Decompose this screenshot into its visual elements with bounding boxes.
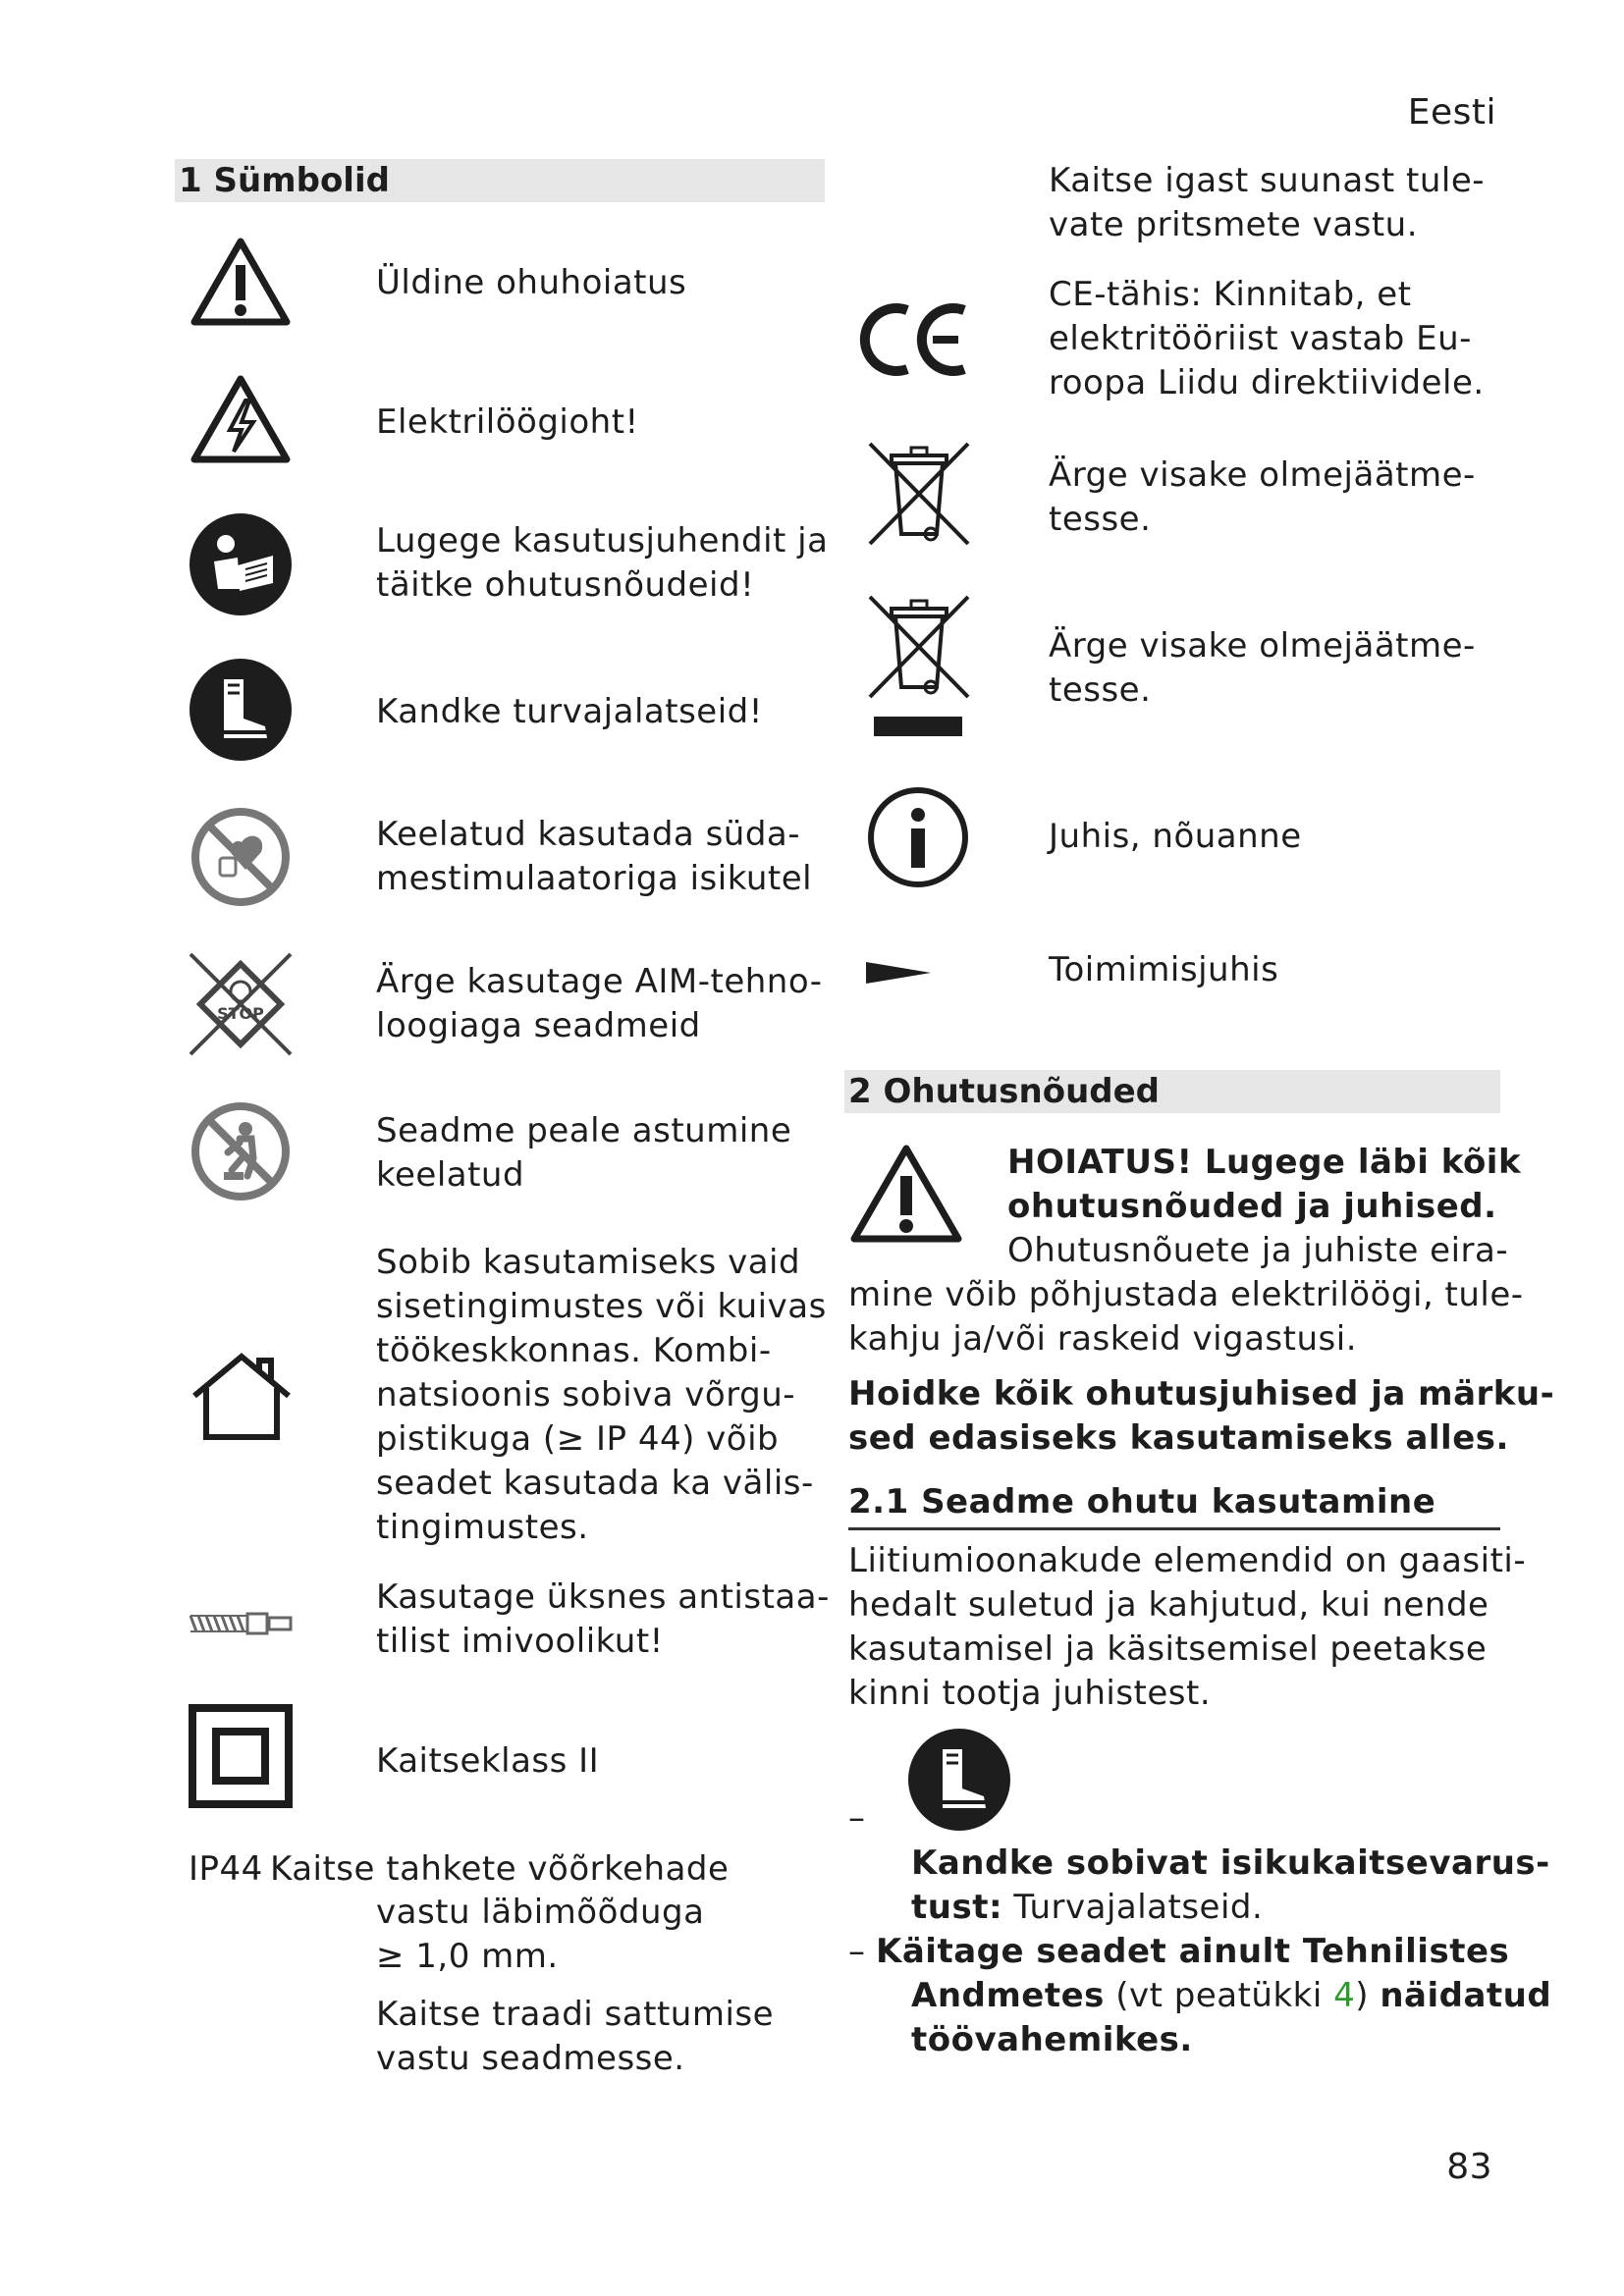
keep-line-1: Hoidke kõik ohutusjuhised ja märku- [848, 1374, 1555, 1414]
no-aim-line-2: loogiaga seadmeid [376, 1006, 701, 1045]
ip44-desc-2 [376, 1993, 774, 2081]
language-label: Eesti [1407, 92, 1496, 133]
no-pacemaker-line-1: Keelatud kasutada süda- [376, 815, 801, 854]
weee2-line-2: tesse. [1049, 670, 1152, 710]
ppe-bold: tust: [911, 1888, 1003, 1927]
ce-line-2: elektritööriist vastab Eu- [1049, 319, 1472, 358]
ce-line-3: roopa Liidu direktiividele. [1049, 363, 1485, 402]
ppe-line-1: Kandke sobivat isikukaitsevarus- [911, 1843, 1550, 1883]
read-manual-line-2: täitke ohutusnõudeid! [376, 565, 755, 605]
symbol-text-weee-1 [1049, 454, 1476, 542]
no-pacemaker-icon [190, 807, 291, 907]
indoor-line-4: natsioonis sobiva võrgu- [376, 1375, 796, 1415]
symbol-text-instruction: Toimimisjuhis [1049, 950, 1279, 989]
keep-instructions [848, 1372, 1554, 1461]
op-line-2 [911, 1974, 1551, 2018]
lithium-line-2: hedalt suletud ja kahjutud, kui nende [848, 1585, 1489, 1625]
symbol-text-read-manual [376, 519, 828, 608]
ip44-line-3: ≥ 1,0 mm. [376, 1937, 559, 1976]
no-pacemaker-line-2: mestimulaatoriga isikutel [376, 859, 813, 898]
indoor-line-1: Sobib kasutamiseks vaid [376, 1243, 801, 1282]
indoor-line-7: tingimustes. [376, 1508, 589, 1547]
warning-line-3: kahju ja/või raskeid vigastusi. [848, 1319, 1357, 1359]
ip44-line-5: vastu seadmesse. [376, 2039, 685, 2078]
electric-shock-icon [189, 373, 293, 467]
protection-class-2-icon [189, 1704, 293, 1808]
ppe-rest: Turvajalatseid. [1002, 1888, 1264, 1927]
subsection-rule [848, 1527, 1500, 1530]
warning-body [848, 1273, 1524, 1362]
symbol-text-indoor [376, 1241, 827, 1550]
weee-bin-icon [866, 440, 972, 548]
subsection-title-safe-use: 2.1 Seadme ohutu kasutamine [848, 1482, 1436, 1522]
symbol-text-no-pacemaker [376, 813, 812, 901]
warning-triangle-icon [189, 236, 293, 330]
indoor-line-6: seadet kasutada ka välis- [376, 1464, 814, 1503]
safety-boots-icon [189, 658, 293, 762]
ppe-line-2 [911, 1886, 1550, 1930]
symbol-text-electric-shock: Elektrilöögioht! [376, 402, 639, 442]
weee1-line-1: Ärge visake olmejäätme- [1049, 455, 1476, 495]
no-stepping-line-2: keelatud [376, 1155, 525, 1195]
indoor-line-3: töökeskkonnas. Kombi- [376, 1331, 772, 1370]
weee1-line-2: tesse. [1049, 500, 1152, 539]
safety-boots-icon [907, 1728, 1011, 1832]
symbol-text-splash [1049, 159, 1485, 247]
ip44-line-1: Kaitse tahkete võõrkehade [270, 1849, 730, 1889]
no-aim-device-icon [187, 950, 295, 1058]
op-paren-1: (vt peatükki [1104, 1976, 1334, 2015]
indoor-line-5: pistikuga (≥ IP 44) võib [376, 1419, 780, 1459]
antistatic-line-2: tilist imivoolikut! [376, 1622, 664, 1661]
lithium-paragraph [848, 1539, 1526, 1716]
op-line-3: töövahemikes. [911, 2020, 1193, 2059]
op-text [911, 1974, 1551, 2062]
section-title-symbols: 1 Sümbolid [175, 159, 825, 202]
page-number: 83 [1446, 2147, 1492, 2187]
symbol-text-general-warning: Üldine ohuhoiatus [376, 263, 687, 302]
lithium-line-4: kinni tootja juhistest. [848, 1674, 1212, 1713]
indoor-house-icon [189, 1353, 295, 1441]
warning-line-1: Ohutusnõuete ja juhiste eira- [1007, 1231, 1509, 1270]
bullet-dash: – [848, 1798, 866, 1838]
chapter-4-link[interactable]: 4 [1333, 1976, 1356, 2015]
op-line-1: Käitage seadet ainult Tehnilistes [876, 1932, 1510, 1971]
svg-text:STOP: STOP [217, 1004, 264, 1023]
symbol-text-weee-2 [1049, 624, 1476, 713]
symbol-text-safety-boots: Kandke turvajalatseid! [376, 692, 763, 731]
read-manual-icon [189, 512, 293, 616]
no-stepping-icon [190, 1101, 291, 1201]
info-icon [866, 785, 970, 889]
no-aim-line-1: Ärge kasutage AIM-tehno- [376, 962, 823, 1001]
weee2-line-1: Ärge visake olmejäätme- [1049, 626, 1476, 666]
symbol-text-ce [1049, 273, 1485, 405]
op-dash: – [848, 1932, 866, 1971]
op-bold-2: Andmetes [911, 1976, 1105, 2015]
ip44-line-2: vastu läbimõõduga [376, 1893, 705, 1932]
symbol-text-antistatic [376, 1575, 830, 1664]
keep-line-2: sed edasiseks kasutamiseks alles. [848, 1418, 1509, 1458]
lithium-line-1: Liitiumioonakude elemendid on gaasiti- [848, 1541, 1527, 1580]
warning-heading [1007, 1141, 1521, 1229]
lithium-line-3: kasutamisel ja käsitsemisel peetakse [848, 1629, 1488, 1669]
indoor-line-2: sisetingimustes või kuivas [376, 1287, 827, 1326]
ip44-line-4: Kaitse traadi sattumise [376, 1995, 775, 2034]
symbol-text-no-stepping [376, 1109, 791, 1198]
section-title-safety: 2 Ohutusnõuded [844, 1070, 1500, 1113]
ce-line-1: CE-tähis: Kinnitab, et [1049, 275, 1412, 314]
symbol-text-info: Juhis, nõuanne [1049, 817, 1302, 856]
splash-line-1: Kaitse igast suunast tule- [1049, 161, 1486, 200]
op-bold-3: näidatud [1380, 1976, 1552, 2015]
symbol-text-no-aim [376, 960, 823, 1048]
no-stepping-line-1: Seadme peale astumine [376, 1111, 792, 1150]
splash-line-2: vate pritsmete vastu. [1049, 205, 1419, 244]
ip44-desc [376, 1891, 704, 1979]
warning-triangle-icon [848, 1143, 964, 1247]
weee-bin-bar-icon [866, 593, 972, 740]
op-paren-2: ) [1355, 1976, 1380, 2015]
warning-heading-line-2: ohutusnõuded ja juhised. [1007, 1187, 1497, 1226]
symbol-text-protection-class: Kaitseklass II [376, 1741, 600, 1781]
antistatic-line-1: Kasutage üksnes antistaa- [376, 1577, 830, 1617]
ce-mark-icon [864, 300, 972, 379]
instruction-arrow-icon [866, 958, 935, 988]
ip44-code: IP44 [189, 1849, 263, 1889]
antistatic-hose-icon [189, 1610, 295, 1637]
warning-line-2: mine võib põhjustada elektrilöögi, tule- [848, 1275, 1524, 1314]
ppe-text [911, 1842, 1550, 1930]
read-manual-line-1: Lugege kasutusjuhendit ja [376, 521, 829, 561]
warning-heading-line-1: HOIATUS! Lugege läbi kõik [1007, 1143, 1522, 1182]
